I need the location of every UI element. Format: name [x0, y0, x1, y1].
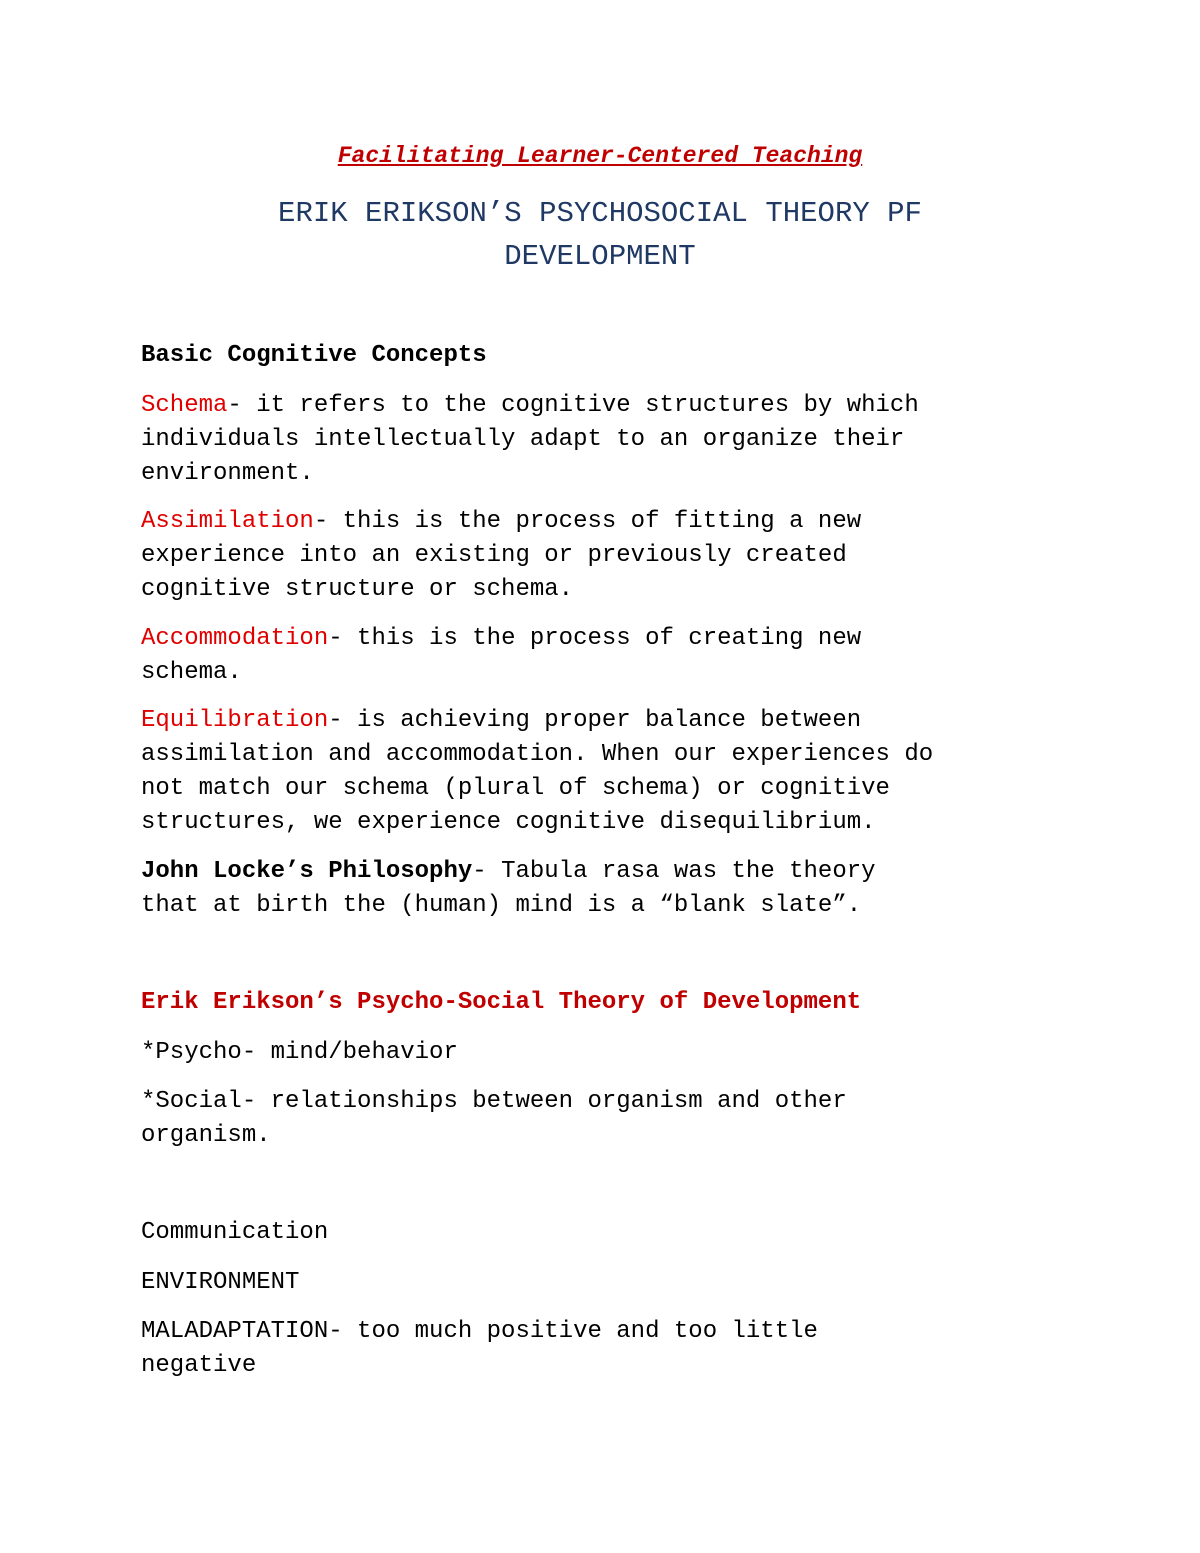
term-accommodation-line-1: - this is the process of creating new	[328, 625, 862, 652]
course-title: Facilitating Learner-Centered Teaching	[337, 143, 863, 169]
term-schema-line-3: environment.	[141, 460, 314, 487]
term-equilibration-line-2: assimilation and accommodation. When our experiences do	[141, 741, 934, 768]
environment-text: ENVIRONMENT	[141, 1269, 300, 1296]
page-title-line-2: DEVELOPMENT	[504, 240, 696, 273]
term-schema-paragraph	[141, 389, 1081, 491]
communication-text: Communication	[141, 1219, 329, 1246]
term-accommodation-line-2: schema.	[141, 659, 242, 686]
page-title	[100, 192, 1100, 278]
term-equilibration: Equilibration	[141, 707, 329, 734]
term-assimilation-line-3: cognitive structure or schema.	[141, 576, 574, 603]
term-equilibration-line-4: structures, we experience cognitive disequilibrium.	[141, 809, 876, 836]
term-assimilation: Assimilation	[141, 508, 314, 535]
term-equilibration-line-3: not match our schema (plural of schema) or cognitive	[141, 775, 890, 802]
social-definition	[141, 1085, 1081, 1153]
term-assimilation-line-1: - this is the process of fitting a new	[313, 508, 862, 535]
term-accommodation-paragraph	[141, 622, 1081, 690]
term-john-locke: John Locke’s Philosophy	[141, 858, 473, 885]
term-equilibration-paragraph	[141, 704, 1081, 840]
term-assimilation-line-2: experience into an existing or previously created	[141, 542, 847, 569]
maladaptation-line-1: MALADAPTATION- too much positive and too little	[141, 1318, 818, 1345]
term-equilibration-line-1: - is achieving proper balance between	[328, 707, 862, 734]
psycho-definition: *Psycho- mind/behavior	[141, 1039, 458, 1066]
term-accommodation: Accommodation	[141, 625, 329, 652]
maladaptation-line-2: negative	[141, 1352, 257, 1379]
social-line-1: *Social- relationships between organism and other	[141, 1088, 847, 1115]
section-heading-basic-cognitive-concepts: Basic Cognitive Concepts	[141, 342, 487, 369]
john-locke-paragraph	[141, 855, 1081, 923]
john-locke-line-1: - Tabula rasa was the theory	[472, 858, 876, 885]
term-schema-line-1: - it refers to the cognitive structures by which	[227, 392, 919, 419]
social-line-2: organism.	[141, 1122, 271, 1149]
term-schema-line-2: individuals intellectually adapt to an organize their	[141, 426, 905, 453]
maladaptation-paragraph	[141, 1315, 1081, 1383]
page-title-line-1: ERIK ERIKSON’S PSYCHOSOCIAL THEORY PF	[278, 197, 922, 230]
term-assimilation-paragraph	[141, 505, 1081, 607]
term-schema: Schema	[141, 392, 228, 419]
section-heading-erikson-theory: Erik Erikson’s Psycho-Social Theory of Development	[141, 989, 862, 1016]
john-locke-line-2: that at birth the (human) mind is a “blank slate”.	[141, 892, 862, 919]
